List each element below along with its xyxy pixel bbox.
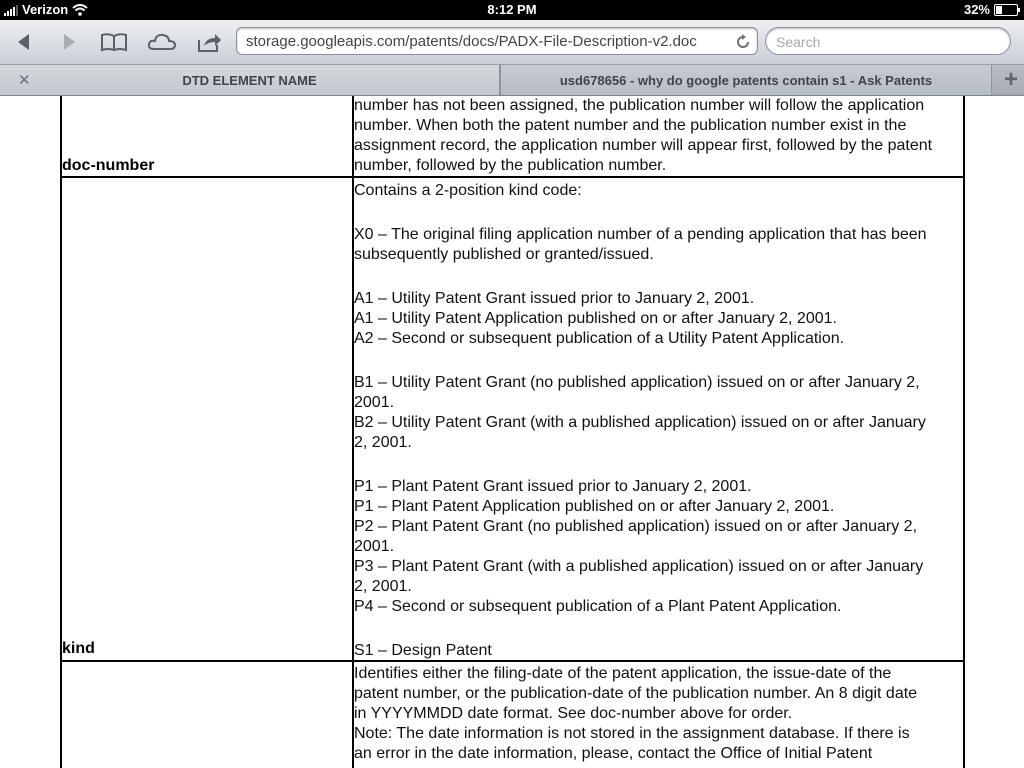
text-line: Identifies either the filing-date of the patent application, the issue-date of the — [354, 665, 892, 682]
document-viewer[interactable] — [0, 96, 1024, 768]
back-button[interactable] — [8, 27, 40, 57]
text-line: S1 – Design Patent — [354, 642, 492, 659]
text-line: assignment record, the application number will appear first, followed by the patent — [354, 137, 933, 154]
text-line: subsequently published or granted/issued. — [354, 246, 654, 263]
text-line: Contains a 2-position kind code: — [354, 182, 582, 199]
text-line: 2, 2001. — [354, 434, 412, 451]
status-bar — [0, 0, 1024, 20]
text-line: P1 – Plant Patent Grant issued prior to January 2, 2001. — [354, 478, 752, 495]
text-line: number has not been assigned, the publication number will follow the application — [354, 97, 925, 114]
table-border-right — [963, 96, 965, 768]
tab-dtd-element-name[interactable] — [0, 65, 500, 95]
text-line: B2 – Utility Patent Grant (with a published application) issued on or after January — [354, 414, 926, 431]
tab-bar — [0, 65, 1024, 96]
url-text: storage.googleapis.com/patents/docs/PADX-File-Description-v2.doc — [246, 33, 697, 50]
text-line: 2001. — [354, 394, 395, 411]
search-placeholder: Search — [776, 34, 821, 50]
battery-percent: 32% — [963, 2, 990, 17]
text-line: P3 – Plant Patent Grant (with a published application) issued on or after January — [354, 558, 924, 575]
bookmarks-button[interactable] — [98, 27, 130, 57]
address-bar[interactable] — [236, 27, 758, 55]
text-line: number, followed by the publication number. — [354, 157, 667, 174]
text-line: P2 – Plant Patent Grant (no published application) issued on or after January 2, — [354, 518, 918, 535]
doc-number-description — [354, 96, 962, 176]
battery-group — [964, 2, 1018, 17]
battery-icon — [994, 4, 1018, 16]
term-kind: kind — [62, 640, 95, 657]
row-divider — [60, 176, 965, 178]
term-doc-number: doc-number — [62, 157, 155, 174]
kind-description — [354, 181, 962, 661]
text-line: A2 – Second or subsequent publication of a Utility Patent Application. — [354, 330, 845, 347]
text-line: Note: The date information is not stored in the assignment database. If there is — [354, 725, 910, 742]
icloud-tabs-button[interactable] — [146, 27, 178, 57]
open-book-icon — [100, 32, 128, 52]
text-line: A1 – Utility Patent Application published on or after January 2, 2001. — [354, 310, 837, 327]
share-icon — [196, 31, 222, 53]
search-input[interactable] — [765, 27, 1011, 55]
text-line: P1 – Plant Patent Application published on or after January 2, 2001. — [354, 498, 835, 515]
reload-icon[interactable] — [735, 34, 751, 50]
text-line: an error in the date information, please, contact the Office of Initial Patent — [354, 745, 873, 762]
cloud-icon — [147, 32, 177, 52]
text-line: 2, 2001. — [354, 578, 412, 595]
text-line: 2001. — [354, 538, 395, 555]
tab-ask-patents[interactable] — [500, 65, 992, 95]
forward-arrow-icon — [59, 32, 79, 52]
new-tab-button[interactable]: + — [1003, 66, 1018, 93]
text-line: patent number, or the publication-date of the publication number. An 8 digit date — [354, 685, 918, 702]
carrier-label: Verizon — [22, 2, 69, 17]
tab-label: DTD ELEMENT NAME — [182, 72, 317, 88]
text-line: number. When both the patent number and the publication number exist in the — [354, 117, 907, 134]
table-border-left — [60, 96, 62, 768]
back-arrow-icon — [14, 32, 34, 52]
browser-toolbar — [0, 20, 1024, 65]
share-button[interactable] — [193, 27, 225, 57]
date-description — [354, 664, 962, 764]
tab-label: usd678656 - why do google patents contain s1 - Ask Patents — [559, 72, 933, 88]
text-line: in YYYYMMDD date format. See doc-number above for order. — [354, 705, 793, 722]
forward-button[interactable] — [53, 27, 85, 57]
text-line: B1 – Utility Patent Grant (no published application) issued on or after January 2, — [354, 374, 920, 391]
clock: 8:12 PM — [487, 2, 537, 17]
text-line: A1 – Utility Patent Grant issued prior to January 2, 2001. — [354, 290, 755, 307]
close-tab-icon[interactable]: ✕ — [18, 72, 31, 89]
text-line: P4 – Second or subsequent publication of a Plant Patent Application. — [354, 598, 842, 615]
text-line: X0 – The original filing application number of a pending application that has been — [354, 226, 927, 243]
